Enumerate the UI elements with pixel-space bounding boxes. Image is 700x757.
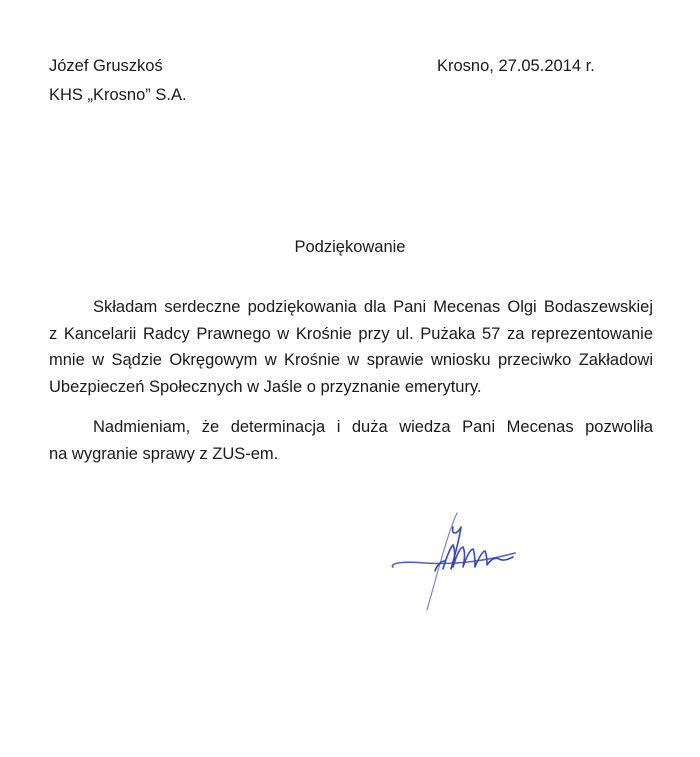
paragraph-line: z Kancelarii Radcy Prawnego w Krośnie przy ul. Pużaka 57 za reprezentowanie (49, 324, 653, 343)
paragraph-line: Składam serdeczne podziękowania dla Pani Mecenas Olgi Bodaszewskiej (93, 298, 653, 316)
body-paragraph-note (49, 414, 653, 467)
paragraph-line: Ubezpieczeń Społecznych w Jaśle o przyznanie emerytury. (49, 377, 482, 396)
letter-title: Podziękowanie (294, 238, 406, 256)
paragraph-line: Nadmieniam, że determinacja i duża wiedza Pani Mecenas pozwoliła (93, 418, 653, 436)
paragraph-line: na wygranie sprawy z ZUS-em. (49, 444, 279, 463)
signature-strokes (392, 513, 515, 610)
paragraph-line: mnie w Sądzie Okręgowym w Krośnie w sprawie wniosku przeciwko Zakładowi (49, 351, 653, 369)
body-paragraph-thanks (49, 294, 653, 400)
signature-icon (385, 505, 535, 620)
place-and-date: Krosno, 27.05.2014 r. (437, 57, 595, 75)
sender-company: KHS „Krosno” S.A. (49, 86, 187, 104)
sender-name: Józef Gruszkoś (49, 57, 163, 75)
